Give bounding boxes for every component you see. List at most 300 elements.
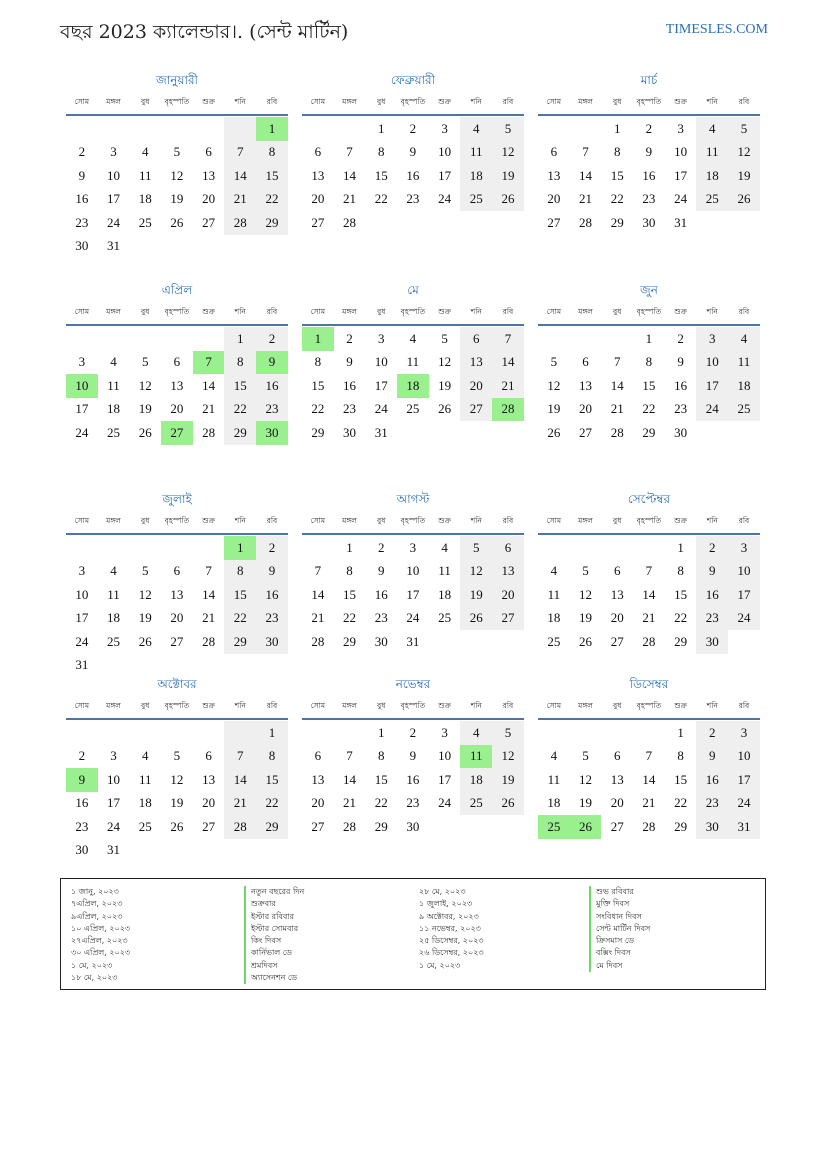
day-cell[interactable]: 8 bbox=[377, 144, 385, 160]
day-cell[interactable]: 21 bbox=[224, 188, 256, 212]
day-cell[interactable]: 23 bbox=[406, 795, 420, 811]
day-cell[interactable]: 1 bbox=[256, 721, 288, 745]
day-cell[interactable]: 24 bbox=[674, 191, 688, 207]
day-cell[interactable]: 10 bbox=[107, 771, 121, 787]
day-cell[interactable]: 16 bbox=[256, 374, 288, 398]
day-cell[interactable]: 19 bbox=[460, 583, 492, 607]
day-cell[interactable]: 12 bbox=[170, 167, 184, 183]
day-cell[interactable]: 4 bbox=[550, 563, 558, 579]
day-cell[interactable]: 26 bbox=[460, 607, 492, 631]
day-cell[interactable]: 28 bbox=[311, 633, 325, 649]
day-cell[interactable]: 28 bbox=[642, 633, 656, 649]
day-cell[interactable]: 20 bbox=[170, 401, 184, 417]
day-cell[interactable]: 10 bbox=[696, 351, 728, 375]
day-cell[interactable]: 21 bbox=[610, 401, 624, 417]
day-cell[interactable]: 17 bbox=[374, 377, 388, 393]
day-cell[interactable]: 23 bbox=[256, 398, 288, 422]
day-cell[interactable]: 15 bbox=[256, 164, 288, 188]
day-cell[interactable]: 21 bbox=[202, 610, 216, 626]
day-cell[interactable]: 14 bbox=[343, 771, 357, 787]
day-cell[interactable]: 26 bbox=[547, 424, 561, 440]
day-cell[interactable]: 20 bbox=[170, 610, 184, 626]
day-cell[interactable]: 9 bbox=[66, 768, 98, 792]
day-cell[interactable]: 14 bbox=[642, 771, 656, 787]
day-cell[interactable]: 4 bbox=[441, 539, 448, 555]
day-cell[interactable]: 25 bbox=[547, 633, 561, 649]
day-cell[interactable]: 4 bbox=[141, 748, 149, 764]
day-cell[interactable]: 23 bbox=[696, 792, 728, 816]
day-cell[interactable]: 13 bbox=[311, 771, 325, 787]
day-cell[interactable]: 8 bbox=[377, 748, 385, 764]
day-cell[interactable]: 30 bbox=[374, 633, 388, 649]
day-cell[interactable]: 16 bbox=[696, 768, 728, 792]
day-cell[interactable]: 23 bbox=[343, 401, 357, 417]
day-cell[interactable]: 7 bbox=[205, 563, 212, 579]
day-cell[interactable]: 21 bbox=[579, 191, 593, 207]
day-cell[interactable]: 12 bbox=[460, 560, 492, 584]
day-cell[interactable]: 6 bbox=[173, 563, 181, 579]
day-cell[interactable]: 24 bbox=[406, 610, 420, 626]
day-cell[interactable]: 2 bbox=[377, 539, 385, 555]
day-cell[interactable]: 21 bbox=[224, 792, 256, 816]
day-cell[interactable]: 22 bbox=[224, 398, 256, 422]
day-cell[interactable]: 4 bbox=[110, 354, 117, 370]
day-cell[interactable]: 2 bbox=[645, 120, 653, 136]
day-cell[interactable]: 27 bbox=[311, 818, 325, 834]
day-cell[interactable]: 18 bbox=[547, 795, 561, 811]
day-cell[interactable]: 21 bbox=[202, 401, 216, 417]
day-cell[interactable]: 27 bbox=[202, 818, 216, 834]
day-cell[interactable]: 28 bbox=[202, 424, 216, 440]
day-cell[interactable]: 5 bbox=[582, 563, 589, 579]
day-cell[interactable]: 15 bbox=[224, 583, 256, 607]
day-cell[interactable]: 26 bbox=[728, 188, 760, 212]
day-cell[interactable]: 4 bbox=[141, 144, 149, 160]
day-cell[interactable]: 29 bbox=[256, 815, 288, 839]
day-cell[interactable]: 25 bbox=[460, 792, 492, 816]
day-cell[interactable]: 24 bbox=[438, 795, 452, 811]
day-cell[interactable]: 28 bbox=[579, 214, 593, 230]
day-cell[interactable]: 13 bbox=[547, 167, 561, 183]
day-cell[interactable]: 11 bbox=[107, 586, 120, 602]
day-cell[interactable]: 5 bbox=[728, 117, 760, 141]
day-cell[interactable]: 31 bbox=[107, 238, 121, 254]
day-cell[interactable]: 8 bbox=[224, 351, 256, 375]
day-cell[interactable]: 6 bbox=[582, 354, 589, 370]
day-cell[interactable]: 16 bbox=[406, 167, 420, 183]
day-cell[interactable]: 7 bbox=[492, 327, 524, 351]
day-cell[interactable]: 6 bbox=[492, 536, 524, 560]
day-cell[interactable]: 16 bbox=[256, 583, 288, 607]
day-cell[interactable]: 21 bbox=[642, 610, 656, 626]
day-cell[interactable]: 29 bbox=[610, 214, 624, 230]
day-cell[interactable]: 21 bbox=[343, 191, 357, 207]
day-cell[interactable]: 15 bbox=[256, 768, 288, 792]
day-cell[interactable]: 12 bbox=[492, 745, 524, 769]
day-cell[interactable]: 4 bbox=[696, 117, 728, 141]
day-cell[interactable]: 3 bbox=[110, 748, 117, 764]
day-cell[interactable]: 27 bbox=[161, 421, 193, 445]
day-cell[interactable]: 3 bbox=[441, 120, 448, 136]
day-cell[interactable]: 19 bbox=[492, 768, 524, 792]
day-cell[interactable]: 18 bbox=[397, 374, 429, 398]
day-cell[interactable]: 24 bbox=[696, 398, 728, 422]
day-cell[interactable]: 23 bbox=[642, 191, 656, 207]
day-cell[interactable]: 23 bbox=[696, 607, 728, 631]
day-cell[interactable]: 18 bbox=[138, 191, 152, 207]
day-cell[interactable]: 31 bbox=[406, 633, 420, 649]
day-cell[interactable]: 12 bbox=[728, 141, 760, 165]
day-cell[interactable]: 11 bbox=[406, 354, 420, 370]
day-cell[interactable]: 8 bbox=[613, 144, 621, 160]
day-cell[interactable]: 10 bbox=[66, 374, 98, 398]
day-cell[interactable]: 30 bbox=[256, 421, 288, 445]
day-cell[interactable]: 22 bbox=[256, 188, 288, 212]
day-cell[interactable]: 6 bbox=[205, 144, 212, 160]
day-cell[interactable]: 16 bbox=[696, 583, 728, 607]
day-cell[interactable]: 5 bbox=[441, 330, 448, 346]
day-cell[interactable]: 17 bbox=[674, 167, 688, 183]
day-cell[interactable]: 3 bbox=[696, 327, 728, 351]
day-cell[interactable]: 22 bbox=[674, 610, 688, 626]
day-cell[interactable]: 5 bbox=[492, 117, 524, 141]
day-cell[interactable]: 28 bbox=[224, 211, 256, 235]
day-cell[interactable]: 26 bbox=[170, 214, 184, 230]
day-cell[interactable]: 29 bbox=[674, 633, 688, 649]
day-cell[interactable]: 5 bbox=[492, 721, 524, 745]
day-cell[interactable]: 18 bbox=[438, 586, 452, 602]
day-cell[interactable]: 13 bbox=[610, 771, 624, 787]
day-cell[interactable]: 20 bbox=[547, 191, 561, 207]
day-cell[interactable]: 2 bbox=[409, 120, 417, 136]
day-cell[interactable]: 13 bbox=[460, 351, 492, 375]
day-cell[interactable]: 19 bbox=[138, 610, 152, 626]
day-cell[interactable]: 27 bbox=[311, 214, 325, 230]
day-cell[interactable]: 22 bbox=[224, 607, 256, 631]
day-cell[interactable]: 19 bbox=[170, 795, 184, 811]
day-cell[interactable]: 4 bbox=[728, 327, 760, 351]
day-cell[interactable]: 29 bbox=[674, 818, 688, 834]
site-name[interactable]: TIMESLES.COM bbox=[665, 22, 768, 37]
day-cell[interactable]: 17 bbox=[75, 401, 89, 417]
day-cell[interactable]: 22 bbox=[674, 795, 688, 811]
day-cell[interactable]: 28 bbox=[343, 818, 357, 834]
day-cell[interactable]: 17 bbox=[406, 586, 420, 602]
day-cell[interactable]: 7 bbox=[346, 144, 353, 160]
day-cell[interactable]: 18 bbox=[696, 164, 728, 188]
day-cell[interactable]: 13 bbox=[170, 377, 184, 393]
day-cell[interactable]: 27 bbox=[202, 214, 216, 230]
day-cell[interactable]: 14 bbox=[311, 586, 325, 602]
day-cell[interactable]: 10 bbox=[438, 748, 452, 764]
day-cell[interactable]: 20 bbox=[610, 610, 624, 626]
day-cell[interactable]: 21 bbox=[343, 795, 357, 811]
day-cell[interactable]: 11 bbox=[138, 771, 152, 787]
day-cell[interactable]: 2 bbox=[696, 721, 728, 745]
day-cell[interactable]: 12 bbox=[547, 377, 561, 393]
day-cell[interactable]: 6 bbox=[550, 144, 558, 160]
day-cell[interactable]: 16 bbox=[75, 191, 89, 207]
day-cell[interactable]: 8 bbox=[677, 748, 684, 764]
day-cell[interactable]: 22 bbox=[374, 191, 388, 207]
day-cell[interactable]: 10 bbox=[728, 560, 760, 584]
day-cell[interactable]: 10 bbox=[728, 745, 760, 769]
day-cell[interactable]: 15 bbox=[610, 167, 624, 183]
day-cell[interactable]: 20 bbox=[311, 795, 325, 811]
day-cell[interactable]: 30 bbox=[642, 214, 656, 230]
day-cell[interactable]: 3 bbox=[728, 536, 760, 560]
day-cell[interactable]: 17 bbox=[438, 771, 452, 787]
day-cell[interactable]: 14 bbox=[579, 167, 593, 183]
day-cell[interactable]: 12 bbox=[170, 771, 184, 787]
day-cell[interactable]: 25 bbox=[460, 188, 492, 212]
day-cell[interactable]: 27 bbox=[610, 633, 624, 649]
day-cell[interactable]: 17 bbox=[728, 768, 760, 792]
day-cell[interactable]: 14 bbox=[492, 351, 524, 375]
day-cell[interactable]: 21 bbox=[311, 610, 325, 626]
day-cell[interactable]: 27 bbox=[547, 214, 561, 230]
day-cell[interactable]: 26 bbox=[138, 633, 152, 649]
day-cell[interactable]: 20 bbox=[610, 795, 624, 811]
day-cell[interactable]: 2 bbox=[256, 327, 288, 351]
day-cell[interactable]: 13 bbox=[492, 560, 524, 584]
day-cell[interactable]: 17 bbox=[75, 610, 89, 626]
day-cell[interactable]: 18 bbox=[547, 610, 561, 626]
day-cell[interactable]: 8 bbox=[256, 745, 288, 769]
day-cell[interactable]: 7 bbox=[582, 144, 589, 160]
day-cell[interactable]: 17 bbox=[696, 374, 728, 398]
day-cell[interactable]: 17 bbox=[438, 167, 452, 183]
day-cell[interactable]: 7 bbox=[314, 563, 322, 579]
day-cell[interactable]: 30 bbox=[75, 842, 89, 858]
day-cell[interactable]: 13 bbox=[202, 167, 216, 183]
day-cell[interactable]: 30 bbox=[75, 238, 89, 254]
day-cell[interactable]: 6 bbox=[173, 354, 181, 370]
day-cell[interactable]: 27 bbox=[170, 633, 184, 649]
day-cell[interactable]: 5 bbox=[141, 354, 149, 370]
day-cell[interactable]: 5 bbox=[141, 563, 149, 579]
day-cell[interactable]: 7 bbox=[346, 748, 353, 764]
day-cell[interactable]: 24 bbox=[75, 424, 89, 440]
day-cell[interactable]: 16 bbox=[642, 167, 656, 183]
day-cell[interactable]: 9 bbox=[645, 144, 653, 160]
day-cell[interactable]: 23 bbox=[75, 818, 89, 834]
day-cell[interactable]: 9 bbox=[256, 560, 288, 584]
day-cell[interactable]: 11 bbox=[696, 141, 728, 165]
day-cell[interactable]: 15 bbox=[674, 586, 688, 602]
day-cell[interactable]: 19 bbox=[138, 401, 152, 417]
day-cell[interactable]: 23 bbox=[674, 401, 688, 417]
day-cell[interactable]: 7 bbox=[193, 351, 225, 375]
day-cell[interactable]: 22 bbox=[610, 191, 624, 207]
day-cell[interactable]: 7 bbox=[645, 563, 653, 579]
day-cell[interactable]: 15 bbox=[311, 377, 325, 393]
day-cell[interactable]: 17 bbox=[107, 795, 121, 811]
day-cell[interactable]: 6 bbox=[613, 748, 621, 764]
day-cell[interactable]: 14 bbox=[224, 164, 256, 188]
day-cell[interactable]: 30 bbox=[256, 630, 288, 654]
day-cell[interactable]: 23 bbox=[256, 607, 288, 631]
day-cell[interactable]: 11 bbox=[460, 141, 492, 165]
day-cell[interactable]: 31 bbox=[674, 214, 688, 230]
day-cell[interactable]: 15 bbox=[674, 771, 688, 787]
day-cell[interactable]: 30 bbox=[696, 815, 728, 839]
day-cell[interactable]: 9 bbox=[677, 354, 684, 370]
day-cell[interactable]: 27 bbox=[579, 424, 593, 440]
day-cell[interactable]: 27 bbox=[460, 398, 492, 422]
day-cell[interactable]: 25 bbox=[138, 214, 152, 230]
day-cell[interactable]: 25 bbox=[107, 633, 121, 649]
day-cell[interactable]: 28 bbox=[610, 424, 624, 440]
day-cell[interactable]: 4 bbox=[460, 721, 492, 745]
day-cell[interactable]: 28 bbox=[202, 633, 216, 649]
day-cell[interactable]: 9 bbox=[78, 167, 86, 183]
day-cell[interactable]: 4 bbox=[409, 330, 417, 346]
day-cell[interactable]: 26 bbox=[492, 188, 524, 212]
day-cell[interactable]: 15 bbox=[343, 586, 357, 602]
day-cell[interactable]: 25 bbox=[107, 424, 121, 440]
day-cell[interactable]: 24 bbox=[374, 401, 388, 417]
day-cell[interactable]: 19 bbox=[547, 401, 561, 417]
day-cell[interactable]: 6 bbox=[460, 327, 492, 351]
day-cell[interactable]: 14 bbox=[343, 167, 357, 183]
day-cell[interactable]: 24 bbox=[438, 191, 452, 207]
day-cell[interactable]: 22 bbox=[256, 792, 288, 816]
day-cell[interactable]: 1 bbox=[346, 539, 353, 555]
day-cell[interactable]: 20 bbox=[202, 191, 216, 207]
day-cell[interactable]: 19 bbox=[170, 191, 184, 207]
day-cell[interactable]: 14 bbox=[642, 586, 656, 602]
day-cell[interactable]: 16 bbox=[674, 377, 688, 393]
day-cell[interactable]: 15 bbox=[374, 771, 388, 787]
day-cell[interactable]: 8 bbox=[224, 560, 256, 584]
day-cell[interactable]: 24 bbox=[107, 818, 121, 834]
day-cell[interactable]: 14 bbox=[610, 377, 624, 393]
day-cell[interactable]: 27 bbox=[492, 607, 524, 631]
day-cell[interactable]: 2 bbox=[409, 724, 417, 740]
day-cell[interactable]: 11 bbox=[547, 586, 561, 602]
day-cell[interactable]: 10 bbox=[107, 167, 121, 183]
day-cell[interactable]: 12 bbox=[492, 141, 524, 165]
day-cell[interactable]: 25 bbox=[406, 401, 420, 417]
day-cell[interactable]: 23 bbox=[406, 191, 420, 207]
day-cell[interactable]: 13 bbox=[170, 586, 184, 602]
day-cell[interactable]: 1 bbox=[377, 120, 385, 136]
day-cell[interactable]: 1 bbox=[613, 120, 621, 136]
day-cell[interactable]: 9 bbox=[256, 351, 288, 375]
day-cell[interactable]: 1 bbox=[677, 539, 684, 555]
day-cell[interactable]: 3 bbox=[78, 354, 86, 370]
day-cell[interactable]: 2 bbox=[78, 144, 86, 160]
day-cell[interactable]: 19 bbox=[438, 377, 452, 393]
day-cell[interactable]: 16 bbox=[75, 795, 89, 811]
day-cell[interactable]: 20 bbox=[311, 191, 325, 207]
day-cell[interactable]: 3 bbox=[409, 539, 417, 555]
day-cell[interactable]: 22 bbox=[642, 401, 656, 417]
day-cell[interactable]: 6 bbox=[205, 748, 212, 764]
day-cell[interactable]: 2 bbox=[677, 330, 684, 346]
day-cell[interactable]: 26 bbox=[170, 818, 184, 834]
day-cell[interactable]: 19 bbox=[728, 164, 760, 188]
day-cell[interactable]: 18 bbox=[728, 374, 760, 398]
day-cell[interactable]: 31 bbox=[75, 657, 89, 673]
day-cell[interactable]: 19 bbox=[492, 164, 524, 188]
day-cell[interactable]: 3 bbox=[677, 120, 684, 136]
day-cell[interactable]: 24 bbox=[75, 633, 89, 649]
day-cell[interactable]: 6 bbox=[613, 563, 621, 579]
day-cell[interactable]: 25 bbox=[438, 610, 452, 626]
day-cell[interactable]: 29 bbox=[311, 424, 325, 440]
day-cell[interactable]: 20 bbox=[460, 374, 492, 398]
day-cell[interactable]: 2 bbox=[696, 536, 728, 560]
day-cell[interactable]: 15 bbox=[224, 374, 256, 398]
day-cell[interactable]: 14 bbox=[224, 768, 256, 792]
day-cell[interactable]: 12 bbox=[138, 377, 152, 393]
day-cell[interactable]: 1 bbox=[256, 117, 288, 141]
day-cell[interactable]: 10 bbox=[75, 586, 89, 602]
day-cell[interactable]: 1 bbox=[377, 724, 385, 740]
day-cell[interactable]: 27 bbox=[610, 818, 624, 834]
day-cell[interactable]: 4 bbox=[460, 117, 492, 141]
day-cell[interactable]: 8 bbox=[314, 354, 322, 370]
day-cell[interactable]: 3 bbox=[728, 721, 760, 745]
day-cell[interactable]: 5 bbox=[173, 144, 181, 160]
day-cell[interactable]: 17 bbox=[728, 583, 760, 607]
day-cell[interactable]: 20 bbox=[579, 401, 593, 417]
day-cell[interactable]: 8 bbox=[677, 563, 684, 579]
day-cell[interactable]: 29 bbox=[224, 421, 256, 445]
day-cell[interactable]: 26 bbox=[138, 424, 152, 440]
day-cell[interactable]: 14 bbox=[202, 586, 216, 602]
day-cell[interactable]: 30 bbox=[343, 424, 357, 440]
day-cell[interactable]: 5 bbox=[460, 536, 492, 560]
day-cell[interactable]: 8 bbox=[645, 354, 653, 370]
day-cell[interactable]: 26 bbox=[492, 792, 524, 816]
day-cell[interactable]: 29 bbox=[374, 818, 388, 834]
day-cell[interactable]: 30 bbox=[696, 630, 728, 654]
day-cell[interactable]: 22 bbox=[374, 795, 388, 811]
day-cell[interactable]: 26 bbox=[438, 401, 452, 417]
day-cell[interactable]: 9 bbox=[696, 560, 728, 584]
day-cell[interactable]: 12 bbox=[138, 586, 152, 602]
day-cell[interactable]: 8 bbox=[346, 563, 353, 579]
day-cell[interactable]: 10 bbox=[438, 144, 452, 160]
day-cell[interactable]: 19 bbox=[579, 795, 593, 811]
day-cell[interactable]: 29 bbox=[343, 633, 357, 649]
day-cell[interactable]: 11 bbox=[547, 771, 561, 787]
day-cell[interactable]: 28 bbox=[343, 214, 357, 230]
day-cell[interactable]: 25 bbox=[138, 818, 152, 834]
day-cell[interactable]: 29 bbox=[224, 630, 256, 654]
day-cell[interactable]: 31 bbox=[107, 842, 121, 858]
day-cell[interactable]: 26 bbox=[570, 815, 602, 839]
day-cell[interactable]: 6 bbox=[314, 144, 322, 160]
day-cell[interactable]: 1 bbox=[645, 330, 653, 346]
day-cell[interactable]: 10 bbox=[374, 354, 388, 370]
day-cell[interactable]: 2 bbox=[256, 536, 288, 560]
day-cell[interactable]: 15 bbox=[642, 377, 656, 393]
day-cell[interactable]: 24 bbox=[728, 792, 760, 816]
day-cell[interactable]: 2 bbox=[346, 330, 353, 346]
day-cell[interactable]: 13 bbox=[311, 167, 325, 183]
day-cell[interactable]: 7 bbox=[613, 354, 621, 370]
day-cell[interactable]: 30 bbox=[674, 424, 688, 440]
day-cell[interactable]: 18 bbox=[138, 795, 152, 811]
day-cell[interactable]: 15 bbox=[374, 167, 388, 183]
day-cell[interactable]: 3 bbox=[110, 144, 117, 160]
day-cell[interactable]: 19 bbox=[579, 610, 593, 626]
day-cell[interactable]: 31 bbox=[728, 815, 760, 839]
